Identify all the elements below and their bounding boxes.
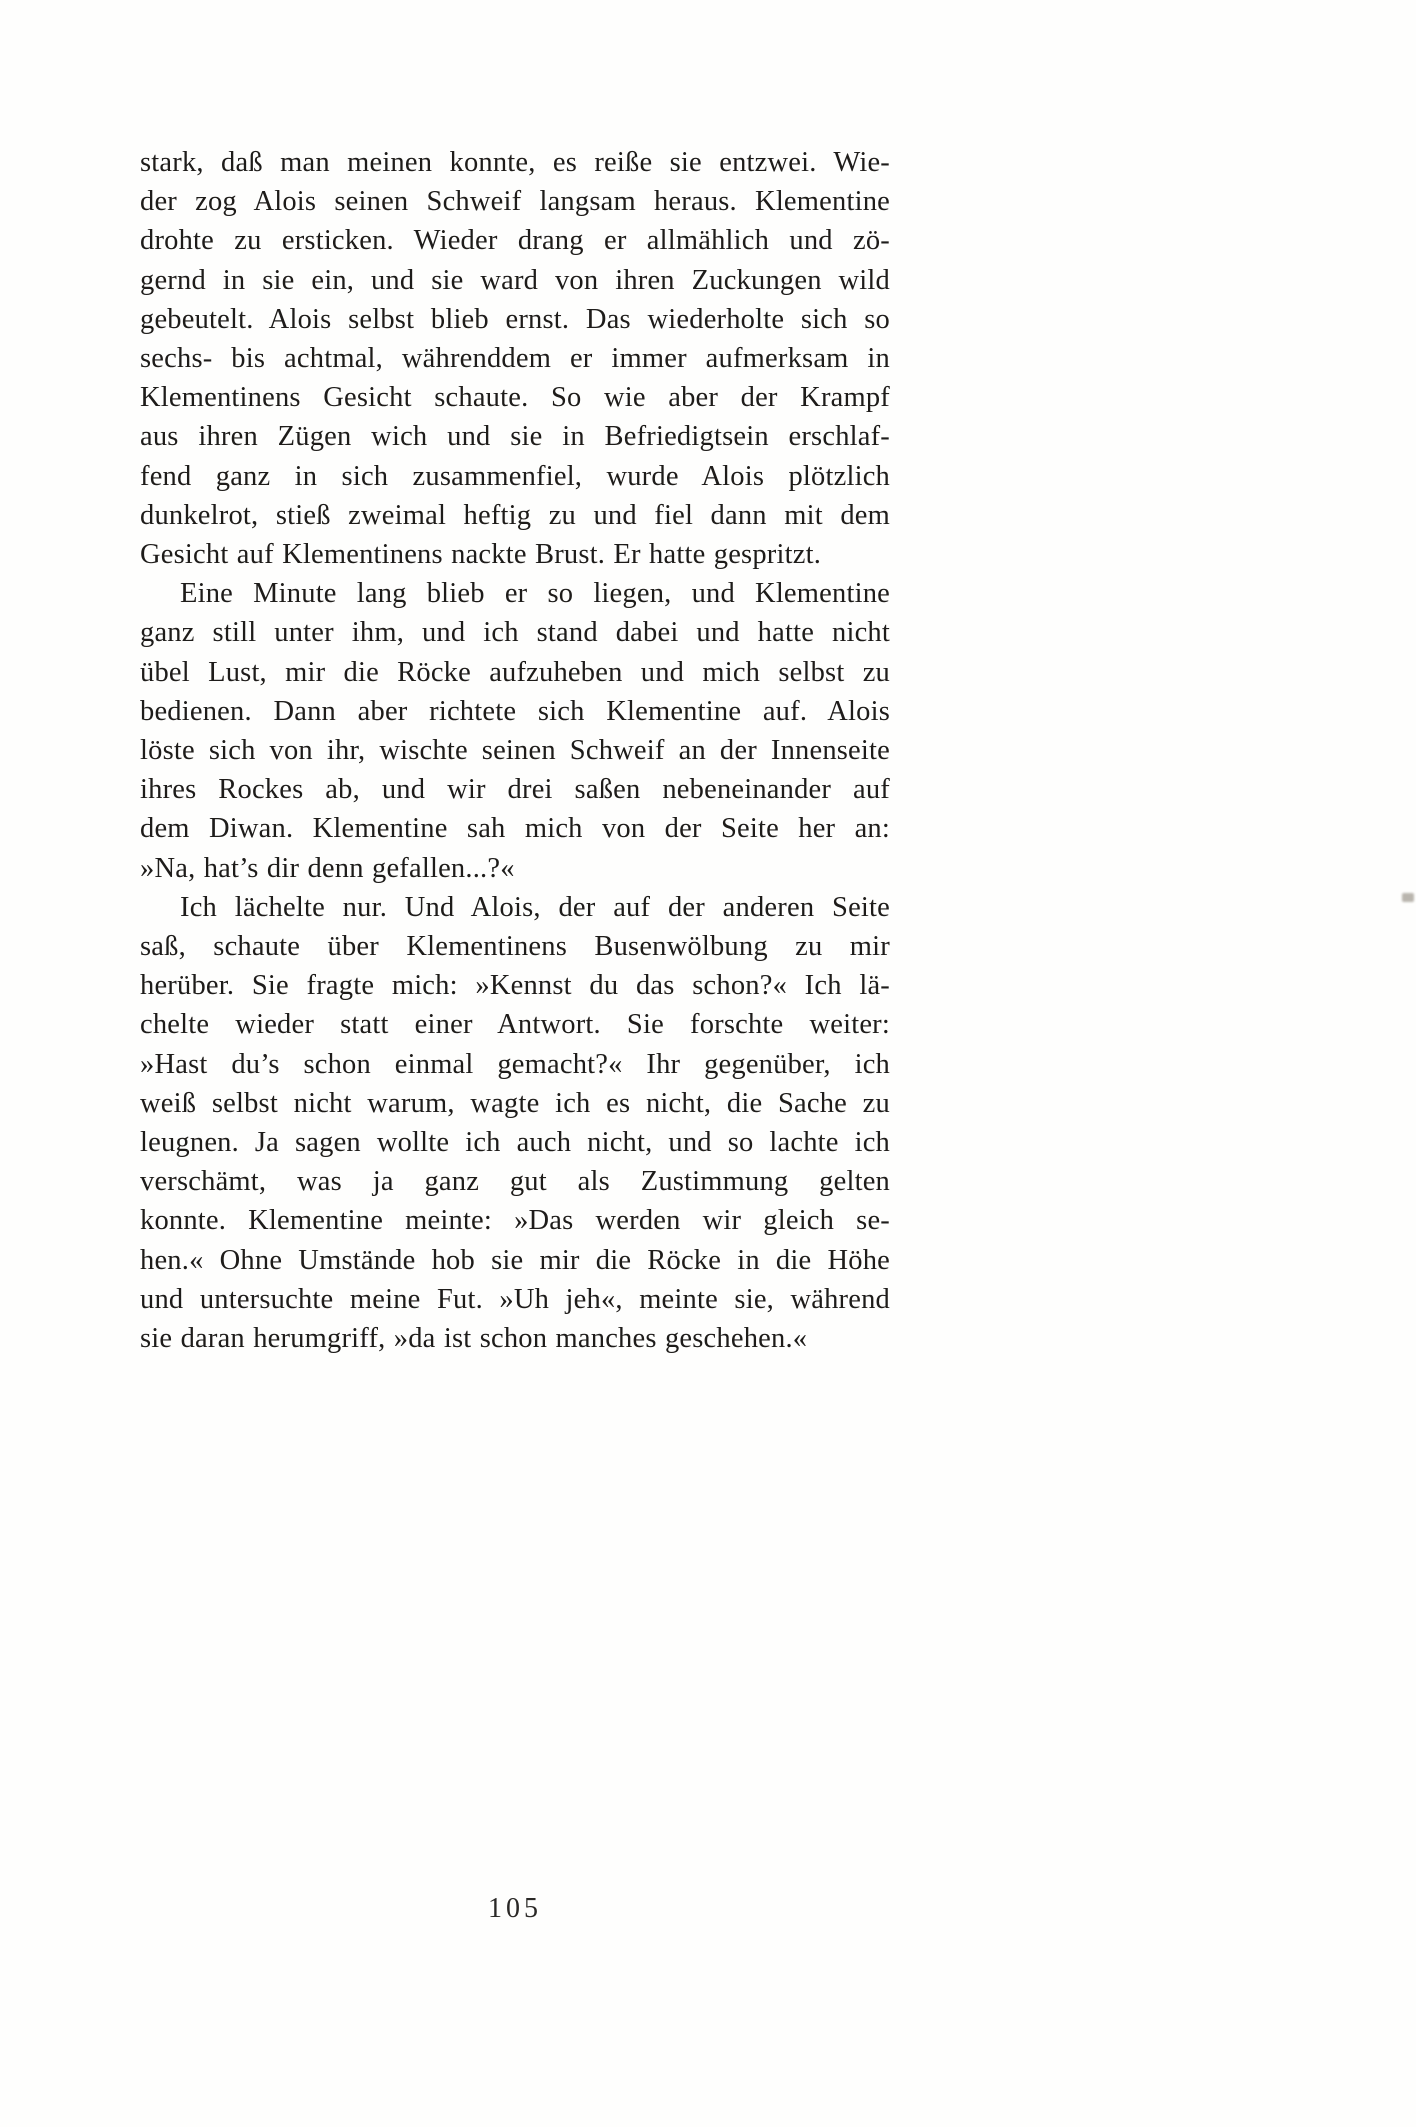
- text-line: ganz still unter ihm, und ich stand dabei und hatte nicht: [140, 617, 890, 649]
- text-line: der zog Alois seinen Schweif langsam heraus. Klementine: [140, 186, 890, 218]
- text-line: saß, schaute über Klementinens Busenwölbung zu mir: [140, 931, 890, 963]
- text-line: dem Diwan. Klementine sah mich von der Seite her an:: [140, 813, 890, 845]
- text-line: gernd in sie ein, und sie ward von ihren Zuckungen wild: [140, 264, 890, 296]
- text-line: weiß selbst nicht warum, wagte ich es nicht, die Sache zu: [140, 1087, 890, 1119]
- text-line: fend ganz in sich zusammenfiel, wurde Alois plötzlich: [140, 460, 890, 492]
- text-line: stark, daß man meinen konnte, es reiße sie entzwei. Wie-: [140, 147, 890, 178]
- text-line: sie daran herumgriff, »da ist schon manches geschehen.«: [140, 1323, 808, 1355]
- text-line: aus ihren Zügen wich und sie in Befriedigtsein erschlaf-: [140, 421, 890, 453]
- text-line: leugnen. Ja sagen wollte ich auch nicht, und so lachte ich: [140, 1127, 890, 1159]
- scan-artifact: [1402, 893, 1414, 902]
- paragraph: [140, 888, 890, 1358]
- text-line: dunkelrot, stieß zweimal heftig zu und fiel dann mit dem: [140, 499, 890, 531]
- text-line: »Na, hat’s dir denn gefallen...?«: [140, 852, 515, 884]
- text-line: Klementinens Gesicht schaute. So wie aber der Krampf: [140, 382, 890, 414]
- text-line: Ich lächelte nur. Und Alois, der auf der anderen Seite: [180, 891, 890, 923]
- paragraph: [140, 574, 890, 888]
- page-number: 105: [488, 1893, 542, 1924]
- text-line: und untersuchte meine Fut. »Uh jeh«, meinte sie, während: [140, 1283, 890, 1315]
- text-line: gebeutelt. Alois selbst blieb ernst. Das wiederholte sich so: [140, 303, 890, 335]
- text-line: sechs- bis achtmal, währenddem er immer aufmerksam in: [140, 343, 890, 375]
- text-line: chelte wieder statt einer Antwort. Sie forschte weiter:: [140, 1009, 890, 1041]
- text-line: konnte. Klementine meinte: »Das werden wir gleich se-: [140, 1205, 890, 1237]
- text-line: hen.« Ohne Umstände hob sie mir die Röcke in die Höhe: [140, 1244, 890, 1276]
- text-block: [140, 143, 890, 1358]
- text-line: verschämt, was ja ganz gut als Zustimmung gelten: [140, 1166, 890, 1198]
- text-line: Eine Minute lang blieb er so liegen, und Klementine: [180, 578, 890, 610]
- text-line: drohte zu ersticken. Wieder drang er allmählich und zö-: [140, 225, 890, 257]
- text-line: bedienen. Dann aber richtete sich Klementine auf. Alois: [140, 695, 890, 727]
- text-line: »Hast du’s schon einmal gemacht?« Ihr gegenüber, ich: [140, 1048, 890, 1080]
- text-line: Gesicht auf Klementinens nackte Brust. Er hatte gespritzt.: [140, 539, 822, 571]
- text-line: übel Lust, mir die Röcke aufzuheben und mich selbst zu: [140, 656, 890, 688]
- text-line: löste sich von ihr, wischte seinen Schweif an der Innenseite: [140, 735, 890, 767]
- text-line: herüber. Sie fragte mich: »Kennst du das schon?« Ich lä-: [140, 970, 890, 1002]
- paragraph: [140, 143, 890, 574]
- text-line: ihres Rockes ab, und wir drei saßen nebeneinander auf: [140, 774, 890, 806]
